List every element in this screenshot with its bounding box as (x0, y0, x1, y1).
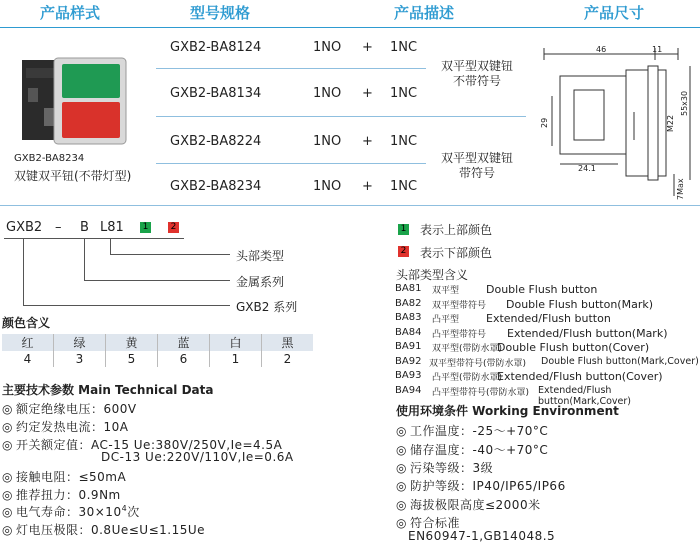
header-product-style: 产品样式 (40, 4, 101, 22)
tech-electrical-life: 电气寿命：30×10 (15, 505, 122, 519)
env-storage-temp: 储存温度：-40～+70°C (409, 443, 549, 457)
head-type-en: Double Flush button(Mark,Cover) (541, 355, 699, 367)
tree-vertical (84, 238, 85, 280)
code-square-bottom: 2 (168, 222, 179, 233)
tree-underline (4, 238, 184, 239)
tech-line (2, 503, 140, 520)
env-line (396, 477, 566, 494)
dimension-drawing (530, 36, 698, 202)
head-type-en: Double Flush button(Mark) (506, 297, 654, 311)
tech-title: 主要技术参数 Main Technical Data (2, 383, 214, 397)
dim-24-1: 24.1 (578, 164, 596, 173)
head-type-cn: 凸平型 (432, 315, 460, 325)
color-code: 2 (262, 351, 314, 367)
head-type-cn: 凸平型带符号(带防水罩) (432, 387, 530, 398)
head-type-en: Double Flush button(Cover) (497, 341, 650, 354)
env-pollution: 污染等级：3级 (409, 461, 494, 475)
row-divider (156, 68, 426, 69)
tech-line (2, 400, 137, 417)
head-type-code: BA91 (395, 341, 422, 352)
model-2-no: 1NO (313, 86, 342, 101)
tech-electrical-life-unit: 次 (127, 505, 140, 519)
product-photo (14, 48, 134, 148)
tree-gxb2-series: GXB2 系列 (236, 300, 298, 314)
bullet-icon: ◎ (396, 479, 407, 493)
model-2: GXB2-BA8134 (170, 86, 262, 101)
code-dash: – (55, 220, 62, 235)
env-line (396, 422, 548, 439)
bullet-icon: ◎ (2, 402, 13, 416)
model-1-plus: + (362, 40, 373, 55)
tech-thermal-current: 约定发热电流：10A (15, 420, 129, 434)
color-name: 白 (210, 334, 262, 351)
tech-insulation-voltage: 额定绝缘电压：600V (15, 402, 137, 416)
tree-metal-series: 金属系列 (236, 275, 285, 289)
bullet-icon: ◎ (2, 420, 13, 434)
tech-line (2, 418, 128, 435)
row-divider (156, 163, 426, 164)
env-line (396, 496, 541, 513)
color-name: 黄 (106, 334, 158, 351)
row-divider (0, 205, 700, 206)
env-line (396, 441, 548, 458)
head-type-en: Extended/Flush button(Mark) (507, 326, 668, 340)
bullet-icon: ◎ (2, 505, 13, 519)
model-2-nc: 1NC (390, 86, 418, 101)
color-code: 4 (23, 352, 32, 366)
desc-1 (428, 59, 526, 89)
head-type-cn: 凸平型带符号 (432, 329, 487, 340)
code-square-top: 1 (140, 222, 151, 233)
model-4-plus: + (362, 179, 373, 194)
model-4-no: 1NO (313, 179, 342, 194)
dim-7max: 7Max (676, 178, 685, 200)
code-l81: L81 (100, 220, 124, 235)
header-divider (0, 27, 700, 28)
tree-head-type: 头部类型 (236, 249, 285, 263)
bullet-icon: ◎ (396, 516, 407, 530)
model-3-no: 1NO (313, 134, 342, 149)
photo-model: GXB2-BA8234 (14, 153, 85, 164)
bullet-icon: ◎ (2, 488, 13, 502)
color-code: 5 (106, 351, 158, 367)
env-line (408, 529, 555, 543)
env-line (396, 459, 493, 476)
env-protection: 防护等级：IP40/IP65/IP66 (409, 479, 566, 493)
tech-torque: 推荐扭力：0.9Nm (15, 488, 121, 502)
tech-lamp-voltage: 灯电压极限：0.8Ue≤U≤1.15Ue (15, 523, 206, 537)
model-4-nc: 1NC (390, 179, 418, 194)
color-name: 黑 (262, 334, 314, 351)
env-standards: EN60947-1,GB14048.5 (408, 529, 556, 543)
bullet-icon: ◎ (396, 443, 407, 457)
dim-46: 46 (596, 45, 607, 54)
head-type-en: Extended/Flush button(Cover) (497, 370, 663, 383)
dim-11: 11 (652, 45, 663, 54)
color-table (2, 334, 313, 367)
tech-switch-rating: 开关额定值：AC-15 Ue:380V/250V,Ie=4.5A (15, 438, 283, 452)
header-product-desc: 产品描述 (394, 4, 455, 22)
tech-contact-resistance: 接触电阻：≤50mA (15, 470, 127, 484)
color-name: 绿 (54, 334, 106, 351)
color-code: 6 (158, 351, 210, 367)
env-title: 使用环境条件 Working Environment (396, 404, 619, 418)
head-type-cn: 双平型带符号 (432, 300, 487, 311)
head-types-title: 头部类型含义 (396, 268, 469, 282)
model-3-plus: + (362, 134, 373, 149)
model-4: GXB2-BA8234 (170, 179, 262, 194)
model-1-no: 1NO (313, 40, 342, 55)
dim-29: 29 (540, 117, 549, 128)
head-type-cn: 双平型带符号(带防水罩) (429, 358, 527, 369)
head-type-cn: 双平型(带防水罩) (432, 344, 503, 354)
head-type-code: BA84 (395, 326, 422, 338)
code-prefix: GXB2 (6, 220, 43, 235)
color-name: 红 (2, 334, 54, 351)
head-type-cn: 凸平型(带防水罩) (432, 373, 503, 383)
env-working-temp: 工作温度：-25～+70°C (409, 424, 549, 438)
tree-vertical (23, 238, 24, 305)
color-code: 1 (210, 351, 262, 367)
tech-line (2, 521, 205, 538)
tech-line (2, 468, 126, 485)
model-3-nc: 1NC (390, 134, 418, 149)
bullet-icon: ◎ (2, 523, 13, 537)
model-1: GXB2-BA8124 (170, 40, 262, 55)
bullet-icon: ◎ (396, 461, 407, 475)
desc-2-line1: 双平型双键钮 (440, 151, 513, 165)
photo-name: 双键双平钮(不带灯型) (14, 169, 132, 183)
head-type-code: BA83 (395, 312, 422, 323)
model-2-plus: + (362, 86, 373, 101)
legend-square-top: 1 (398, 224, 409, 235)
header-model-spec: 型号规格 (190, 4, 251, 22)
desc-2-line2: 带符号 (458, 166, 495, 180)
bullet-icon: ◎ (2, 438, 13, 452)
legend-bottom-label: 表示下部颜色 (420, 246, 493, 260)
code-b: B (80, 220, 89, 235)
head-type-en: Extended/Flush button(Mark,Cover) (538, 384, 632, 407)
head-type-en: Double Flush button (486, 283, 598, 296)
color-code: 3 (54, 351, 106, 367)
env-altitude: 海拔极限高度≤2000米 (409, 498, 541, 512)
dim-55x30: 55x30 (680, 90, 689, 116)
head-type-code: BA94 (395, 384, 422, 396)
head-type-cn: 双平型 (432, 286, 460, 296)
tree-horizontal (23, 305, 230, 306)
head-type-en: Extended/Flush button (486, 312, 611, 325)
bullet-icon: ◎ (2, 470, 13, 484)
dim-m22: M22 (666, 114, 675, 132)
head-type-code: BA82 (395, 297, 422, 309)
tech-line (101, 450, 294, 464)
row-divider (156, 116, 526, 117)
head-type-code: BA81 (395, 283, 422, 294)
tech-line (2, 486, 121, 503)
model-3: GXB2-BA8224 (170, 134, 262, 149)
bullet-icon: ◎ (396, 424, 407, 438)
desc-2 (428, 151, 526, 181)
legend-square-bottom: 2 (398, 246, 409, 257)
model-1-nc: 1NC (390, 40, 418, 55)
color-name: 蓝 (158, 334, 210, 351)
header-product-size: 产品尺寸 (584, 4, 645, 22)
tree-horizontal (84, 280, 230, 281)
tree-horizontal (110, 254, 230, 255)
desc-1-line1: 双平型双键钮 (440, 59, 513, 73)
desc-1-line2: 不带符号 (452, 74, 501, 88)
legend-top-label: 表示上部颜色 (420, 223, 493, 237)
bullet-icon: ◎ (396, 498, 407, 512)
tree-vertical (110, 238, 111, 254)
head-type-code: BA92 (395, 355, 422, 367)
tech-electrical-life-exp: 4 (121, 504, 128, 513)
tech-switch-rating-dc: DC-13 Ue:220V/110V,Ie=0.6A (101, 450, 294, 464)
head-type-code: BA93 (395, 370, 422, 381)
env-standards-label: 符合标准 (409, 516, 460, 530)
color-meaning-title: 颜色含义 (2, 316, 51, 330)
